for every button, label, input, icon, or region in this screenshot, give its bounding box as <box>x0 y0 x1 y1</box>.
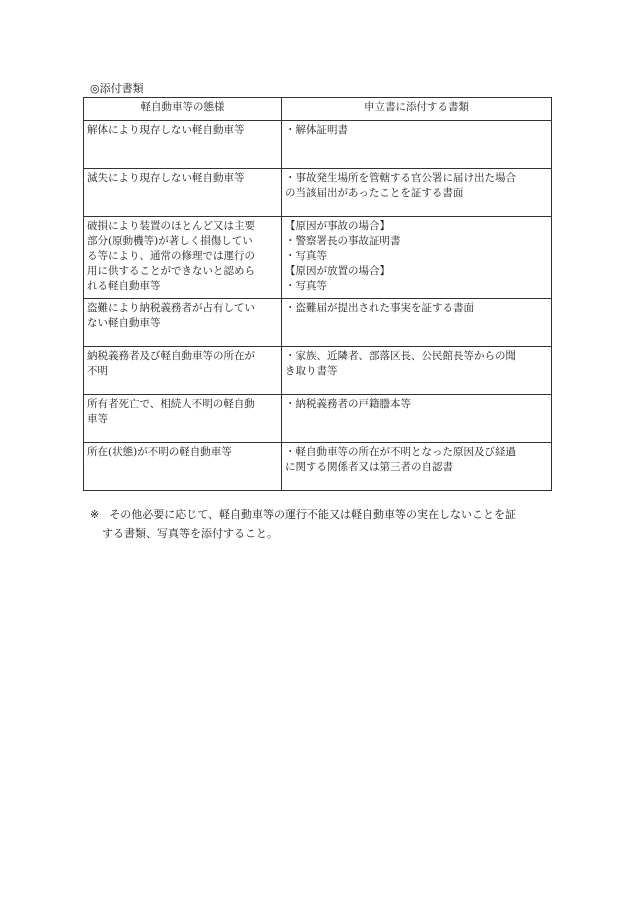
cell-line: 不明 <box>87 365 108 377</box>
documents-cell <box>282 217 552 299</box>
cell-line: ない軽自動車等 <box>87 317 161 329</box>
cell-line: の当該届出があったことを証する書面 <box>285 187 464 199</box>
cell-line: ・軽自動車等の所在が不明となった原因及び経過 <box>285 446 516 458</box>
cell-line: ・納税義務者の戸籍謄本等 <box>285 398 411 410</box>
cell-line: ・写真等 <box>285 280 327 292</box>
attachments-table <box>83 97 552 491</box>
table-row <box>84 443 552 491</box>
footnote-line-1: その他必要に応じて、軽自動車等の運行不能又は軽自動車等の実在しないことを証 <box>109 508 516 521</box>
cell-line: れる軽自動車等 <box>87 280 161 292</box>
table-row <box>84 395 552 443</box>
cell-line: 部分(原動機等)が著しく損傷してい <box>87 235 253 247</box>
footnote-line-2: する書類、写真等を添付すること。 <box>102 527 278 540</box>
cell-line: 納税義務者及び軽自動車等の所在が <box>87 350 255 362</box>
documents-cell <box>282 169 552 217</box>
cell-line: に関する関係者又は第三者の自認書 <box>285 461 453 473</box>
note-mark: ※ <box>90 508 100 521</box>
cell-line: 【原因が放置の場合】 <box>285 265 390 277</box>
documents-cell <box>282 121 552 169</box>
condition-cell <box>84 347 282 395</box>
footnote <box>90 505 560 543</box>
table-row <box>84 121 552 169</box>
column-header-condition: 軽自動車等の態様 <box>84 98 282 121</box>
cell-line: 解体により現存しない軽自動車等 <box>87 124 245 136</box>
cell-line: 【原因が事故の場合】 <box>285 220 390 232</box>
documents-cell <box>282 443 552 491</box>
cell-line: 所有者死亡で、相続人不明の軽自動 <box>87 398 255 410</box>
cell-line: ・解体証明書 <box>285 124 348 136</box>
cell-line: 車等 <box>87 413 108 425</box>
table-header-row <box>84 98 552 121</box>
table-row <box>84 299 552 347</box>
documents-cell <box>282 395 552 443</box>
table-row <box>84 347 552 395</box>
cell-line: 滅失により現存しない軽自動車等 <box>87 172 245 184</box>
cell-line: ・事故発生場所を管轄する官公署に届け出た場合 <box>285 172 516 184</box>
cell-line: ・盗難届が提出された事実を証する書面 <box>285 302 474 314</box>
cell-line: き取り書等 <box>285 365 338 377</box>
attachments-heading: ◎添付書類 <box>90 82 144 95</box>
table-row <box>84 169 552 217</box>
condition-cell <box>84 395 282 443</box>
column-header-documents: 申立書に添付する書類 <box>282 98 552 121</box>
cell-line: ・写真等 <box>285 250 327 262</box>
cell-line: 所在(状態)が不明の軽自動車等 <box>87 446 232 458</box>
condition-cell <box>84 443 282 491</box>
cell-line: 破損により装置のほとんど又は主要 <box>87 220 255 232</box>
documents-cell <box>282 299 552 347</box>
condition-cell <box>84 121 282 169</box>
cell-line: 盗難により納税義務者が占有してい <box>87 302 255 314</box>
condition-cell <box>84 299 282 347</box>
cell-line: ・家族、近隣者、部落区長、公民館長等からの聞 <box>285 350 516 362</box>
cell-line: る等により、通常の修理では運行の <box>87 250 255 262</box>
cell-line: 用に供することができないと認めら <box>87 265 255 277</box>
cell-line: ・警察署長の事故証明書 <box>285 235 401 247</box>
condition-cell <box>84 217 282 299</box>
condition-cell <box>84 169 282 217</box>
table-row <box>84 217 552 299</box>
documents-cell <box>282 347 552 395</box>
